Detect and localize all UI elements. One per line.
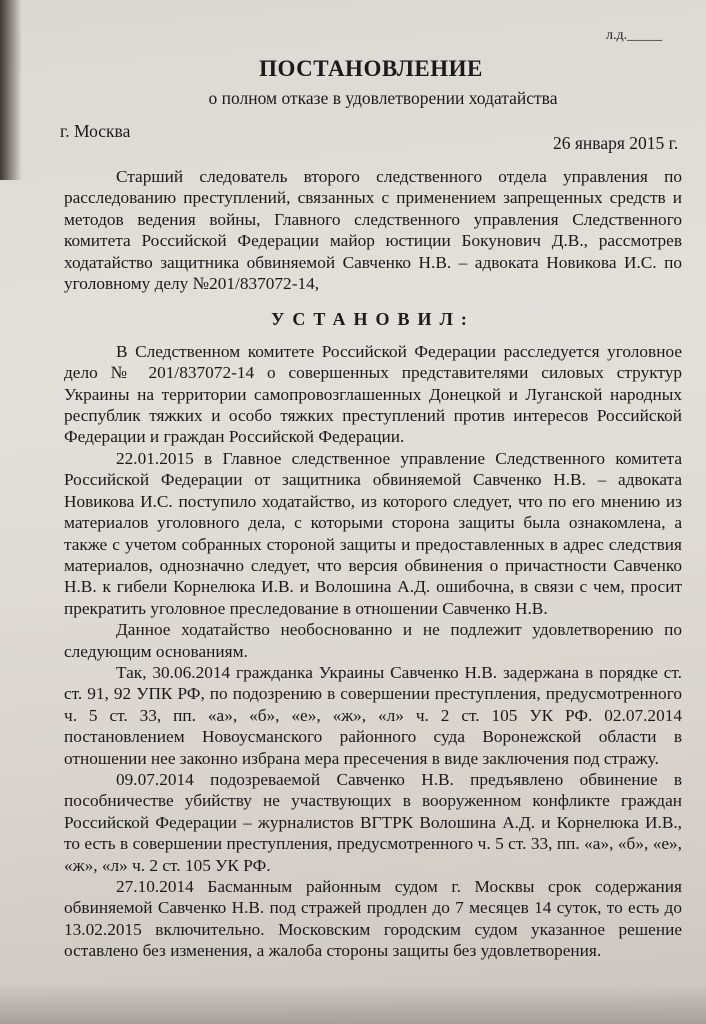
body-paragraph: 22.01.2015 в Главное следственное управление Следственного комитета Российской Федерации от защитника обвиняемой Савченко Н.В. – адвоката Новикова И.С. поступило ходатайство, из которого следует, что по его мнению из материалов уголовного дела, с которыми сторона защиты была ознакомлена, а также с учетом собранных стороной защиты и предоставленных в адрес следствия материалов, однозначно следует, что версия обвинения о причастности Савченко Н.В. к гибели Корнелюка И.В. и Волошина А.Д. ошибочна, в связи с чем, просит прекратить уголовное преследование в отношении Савченко Н.В. <box>64 448 682 618</box>
section-heading: УСТАНОВИЛ: <box>271 309 475 330</box>
body-paragraph: В Следственном комитете Российской Федерации расследуется уголовное дело № 201/837072-14 о совершенных представителями силовых структур Украины на территории самопровозглашенных Донецкой и Луганской народных республик тяжких и особо тяжких преступлений против интересов Российской Федерации и граждан Российской Федерации. <box>64 341 682 447</box>
document-title: ПОСТАНОВЛЕНИЕ <box>259 56 483 81</box>
case-sheet-number: л.д._____ <box>606 28 663 43</box>
document-city: г. Москва <box>60 121 131 141</box>
intro-paragraph: Старший следователь второго следственного отдела управления по расследованию преступлений, связанных с применением запрещенных средств и методов ведения войны, Главного следственного управления Следственного комитета Российской Федерации майор юстиции Бокунович Д.В., рассмотрев ходатайство защитника обвиняемой Савченко Н.В. – адвоката Новикова И.С. по уголовному делу №201/837072-14, <box>64 167 682 294</box>
page-bottom-shadow <box>0 984 706 1024</box>
body-paragraph: Так, 30.06.2014 гражданка Украины Савченко Н.В. задержана в порядке ст. ст. 91, 92 УПК РФ, по подозрению в совершении преступления, предусмотренного ч. 5 ст. 33, пп. «а», «б», «е», «ж», «л» ч. 2 ст. 105 УК РФ. 02.07.2014 постановлением Новоусманского районного суда Воронежской области в отношении нее законно избрана мера пресечения в виде заключения под стражу. <box>64 662 682 768</box>
document-subtitle: о полном отказе в удовлетворении ходатайства <box>208 88 558 108</box>
document-date: 26 января 2015 г. <box>553 133 679 153</box>
body-paragraph: Данное ходатайство необоснованно и не подлежит удовлетворению по следующим основаниям. <box>64 620 682 661</box>
document-body <box>64 166 682 962</box>
body-paragraph: 27.10.2014 Басманным районным судом г. Москвы срок содержания обвиняемой Савченко Н.В. под стражей продлен до 7 месяцев 14 суток, то есть до 13.02.2015 включительно. Московским городским судом указанное решение оставлено без изменения, а жалоба стороны защиты без удовлетворения. <box>64 877 682 961</box>
body-paragraph: 09.07.2014 подозреваемой Савченко Н.В. предъявлено обвинение в пособничестве убийству не участвующих в вооруженном конфликте граждан Российской Федерации – журналистов ВГТРК Волошина А.Д. и Корнелюка И.В., то есть в совершении преступления, предусмотренного ч. 5 ст. 33, пп. «а», «б», «е», «ж», «л» ч. 2 ст. 105 УК РФ. <box>64 769 682 875</box>
